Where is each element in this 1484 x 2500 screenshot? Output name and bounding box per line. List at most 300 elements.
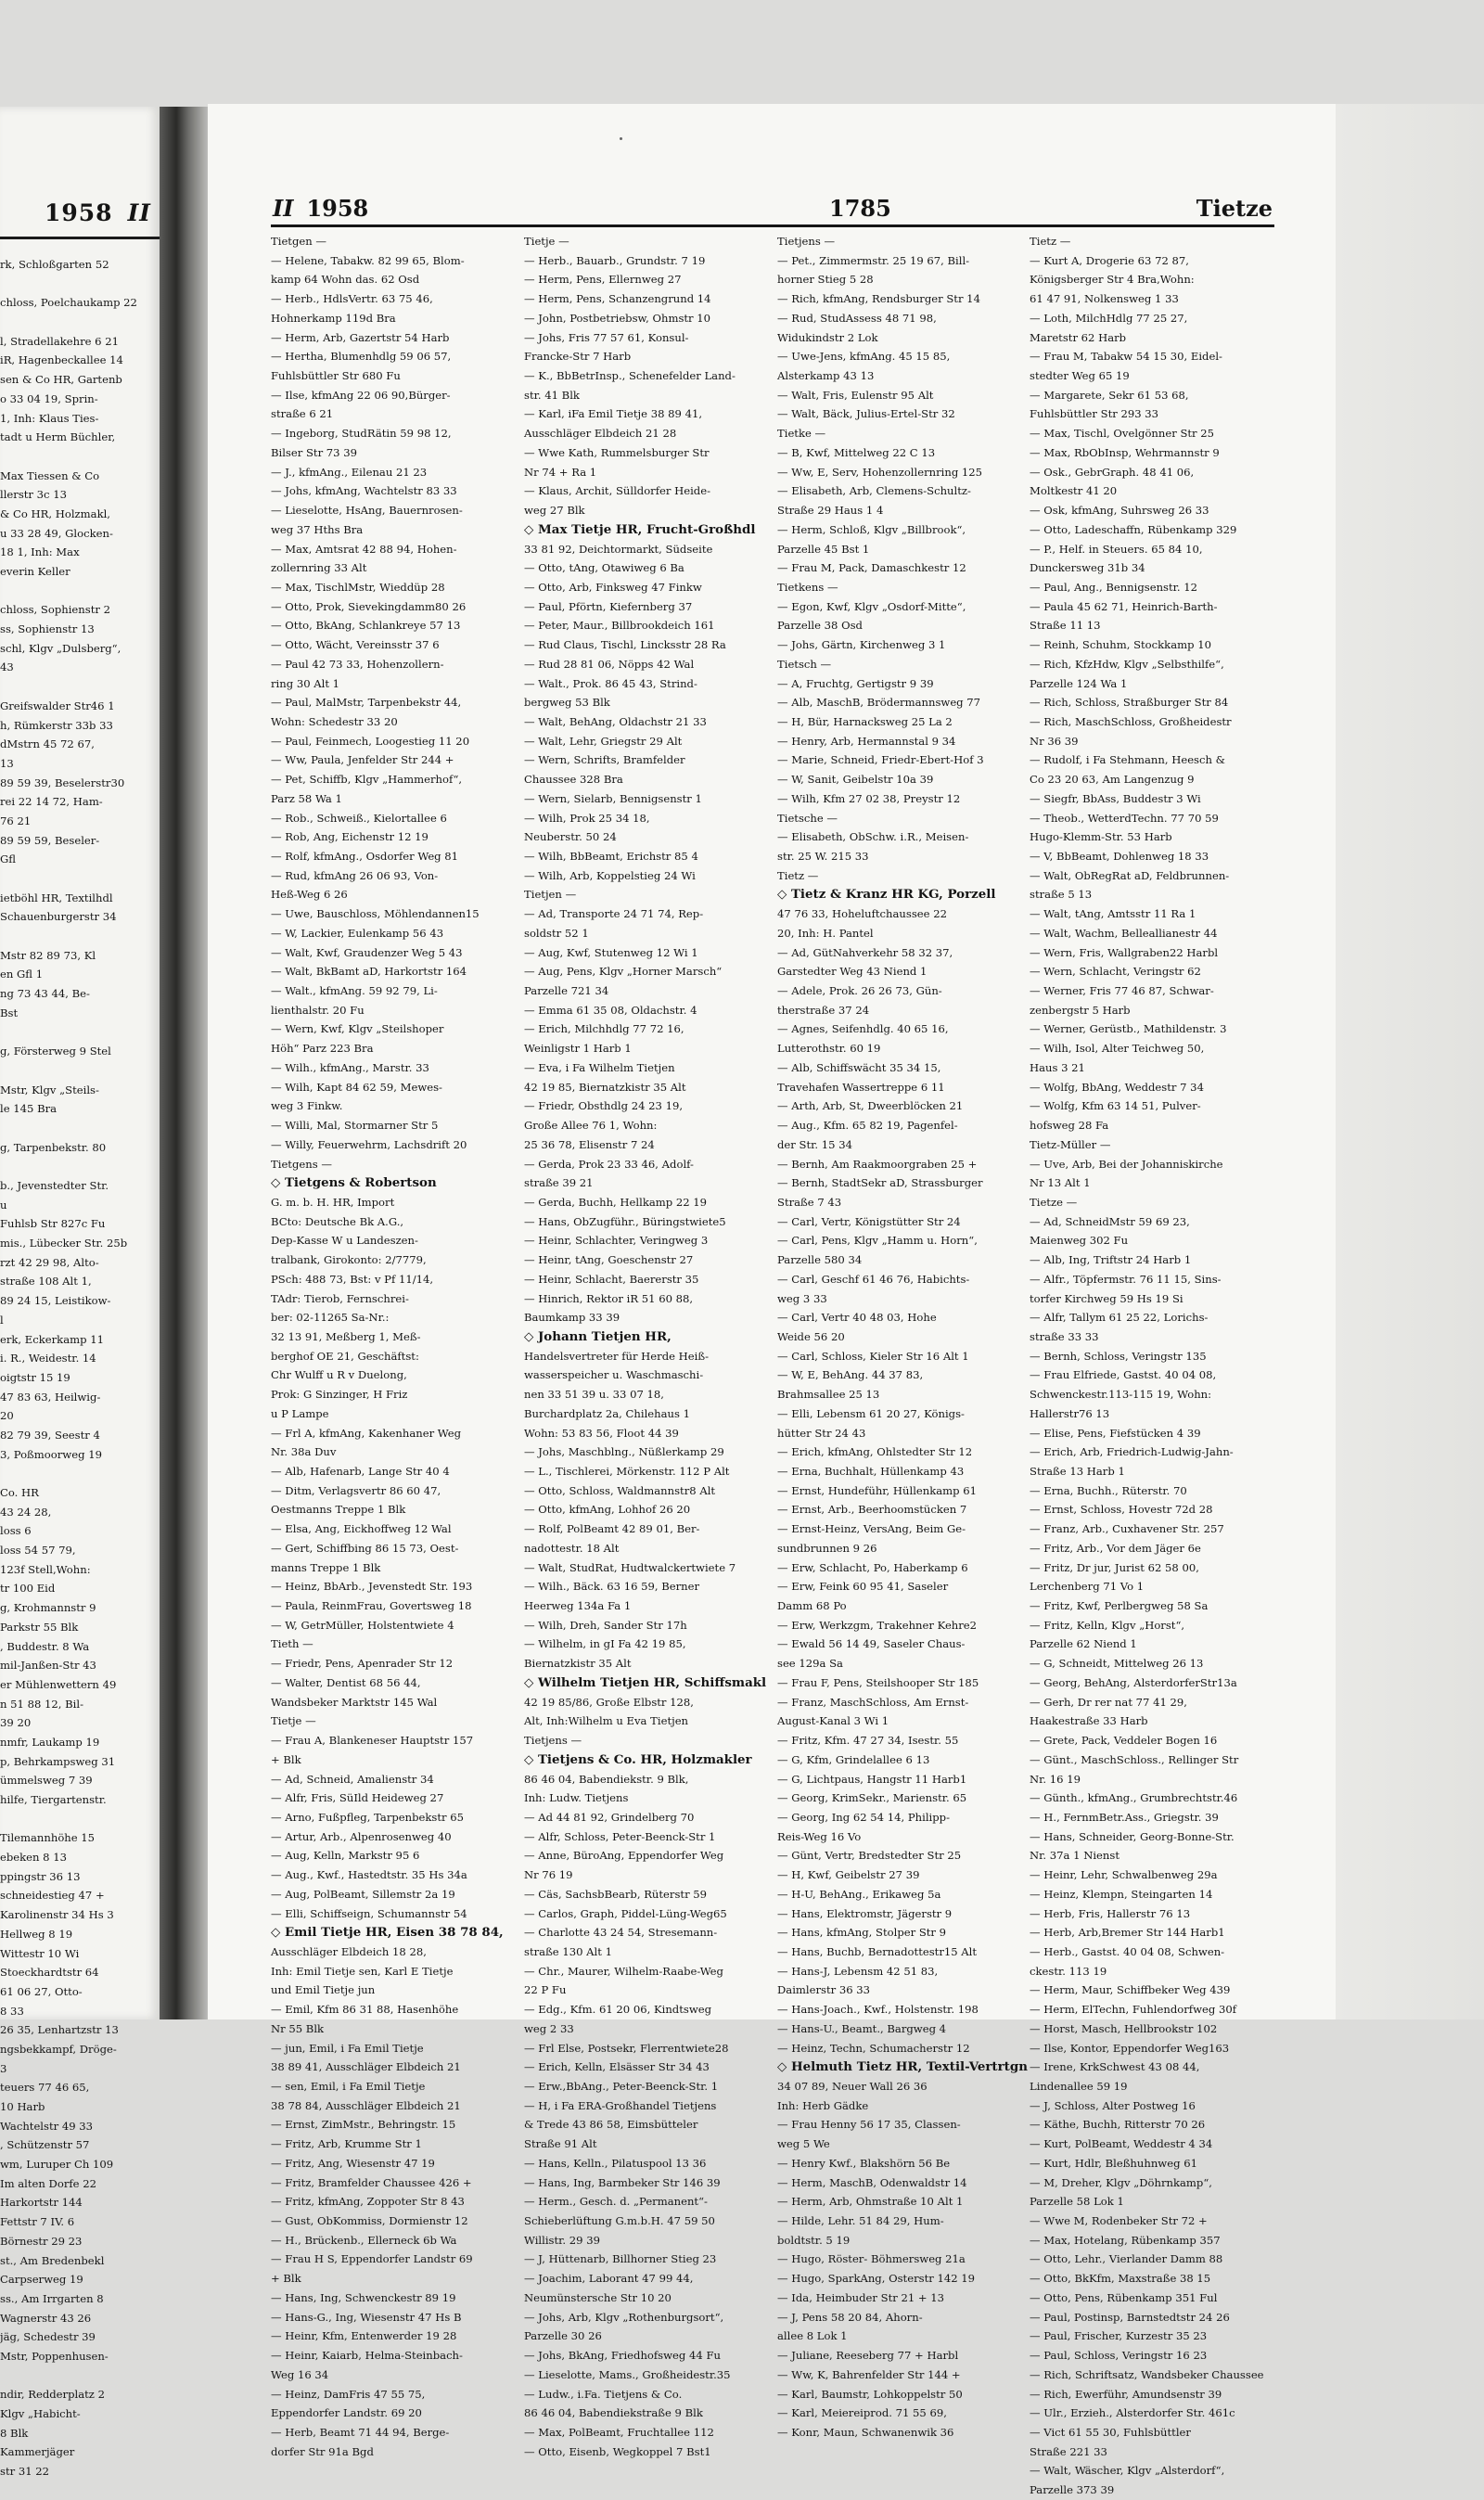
directory-entry-line: — Willy, Feuerwehrm, Lachsdrift 20 xyxy=(271,1137,467,1151)
directory-entry-line: ckestr. 113 19 xyxy=(1030,1964,1107,1978)
directory-entry-line: — Rich, KfzHdw, Klgv „Selbsthilfe“, xyxy=(1030,657,1224,671)
directory-entry-line: — Otto, Ladeschaffn, Rübenkamp 329 xyxy=(1030,522,1237,536)
directory-entry-line: — Johs, kfmAng, Wachtelstr 83 33 xyxy=(271,484,457,498)
left-page-line: Greifswalder Str46 1 xyxy=(0,699,115,712)
left-page-line: ppingstr 36 13 xyxy=(0,1869,81,1883)
directory-entry-line: Hohnerkamp 119d Bra xyxy=(271,311,396,325)
directory-entry-line: weg 27 Blk xyxy=(524,504,585,518)
left-page-line: dMstrn 45 72 67, xyxy=(0,737,95,751)
left-page-line: ndir, Redderplatz 2 xyxy=(0,2388,105,2402)
directory-entry-line: Tietje — xyxy=(271,1714,316,1728)
directory-entry-line: Tietgens — xyxy=(271,1157,332,1171)
left-page-line: st., Am Bredenbekl xyxy=(0,2253,105,2267)
header-rule xyxy=(271,224,1274,227)
directory-entry-line: — Margarete, Sekr 61 53 68, xyxy=(1030,388,1189,402)
directory-entry-line: 42 19 85, Biernatzkistr 35 Alt xyxy=(524,1080,686,1094)
directory-entry-line: str. 41 Blk xyxy=(524,388,580,402)
directory-entry-line: — Emma 61 35 08, Oldachstr. 4 xyxy=(524,1003,697,1017)
left-page-line: Schauenburgerstr 34 xyxy=(0,910,117,924)
left-page-roman: II xyxy=(127,199,151,226)
directory-entry-line: — Fritz, Kfm. 47 27 34, Isestr. 55 xyxy=(777,1734,959,1748)
directory-entry-line: — Wwe M, Rodenbeker Str 72 + xyxy=(1030,2214,1208,2228)
directory-entry-line: Tietz-Müller — xyxy=(1030,1137,1111,1151)
directory-entry-line: soldstr 52 1 xyxy=(524,926,589,940)
directory-entry-line: — B, Kwf, Mittelweg 22 C 13 xyxy=(777,445,936,459)
left-page-line: 61 06 27, Otto- xyxy=(0,1984,83,1998)
directory-entry-line: Reis-Weg 16 Vo xyxy=(777,1829,862,1843)
directory-entry-line: Wohn: 53 83 56, Floot 44 39 xyxy=(524,1426,679,1440)
directory-entry-line: — Ingeborg, StudRätin 59 98 12, xyxy=(271,427,452,441)
directory-entry-line: — Irene, KrkSchwest 43 08 44, xyxy=(1030,2060,1200,2074)
left-page-line: o 33 04 19, Sprin- xyxy=(0,391,98,405)
directory-entry-line: straße 6 21 xyxy=(271,407,334,421)
directory-entry-line: — Walt., kfmAng. 59 92 79, Li- xyxy=(271,984,438,998)
directory-entry-line: — Erw, Werkzgm, Trakehner Kehre2 xyxy=(777,1618,978,1632)
directory-entry-line: Königsberger Str 4 Bra,Wohn: xyxy=(1030,273,1195,287)
directory-entry-line: — Heinr, tAng, Goeschenstr 27 xyxy=(524,1253,694,1267)
directory-entry-line: — Edg., Kfm. 61 20 06, Kindtsweg xyxy=(524,2003,712,2017)
directory-entry-line: — Paul, Schloss, Veringstr 16 23 xyxy=(1030,2349,1208,2363)
left-page-line: ümmelsweg 7 39 xyxy=(0,1774,93,1788)
left-page-line: 76 21 xyxy=(0,814,32,827)
directory-entry-line: — Herm, Arb, Gazertstr 54 Harb xyxy=(271,330,450,344)
directory-entry-line: 25 36 78, Elisenstr 7 24 xyxy=(524,1137,655,1151)
left-page-header xyxy=(45,199,151,233)
directory-entry-line: — Chr., Maurer, Wilhelm-Raabe-Weg xyxy=(524,1964,723,1978)
directory-entry-line: — Rolf, PolBeamt 42 89 01, Ber- xyxy=(524,1522,700,1536)
left-page-line: Harkortstr 144 xyxy=(0,2196,83,2210)
directory-entry-line: — Max, Tischl, Ovelgönner Str 25 xyxy=(1030,427,1215,441)
scan-margin xyxy=(1336,104,1484,2019)
left-page-line: Wittestr 10 Wi xyxy=(0,1946,80,1960)
left-page-line: tr 100 Eid xyxy=(0,1582,56,1596)
directory-entry-line: — Aug, Kelln, Markstr 95 6 xyxy=(271,1849,420,1863)
directory-entry-line: weg 37 Hths Bra xyxy=(271,522,364,536)
left-page-line: jäg, Schedestr 39 xyxy=(0,2330,96,2344)
directory-entry-line: — Käthe, Buchh, Ritterstr 70 26 xyxy=(1030,2118,1206,2132)
directory-entry-line: — jun, Emil, i Fa Emil Tietje xyxy=(271,2041,424,2055)
directory-entry-line: — Erich, Arb, Friedrich-Ludwig-Jahn- xyxy=(1030,1445,1234,1459)
directory-entry-line: — Walt, StudRat, Hudtwalckertwiete 7 xyxy=(524,1560,736,1574)
directory-entry-line: Weinligstr 1 Harb 1 xyxy=(524,1042,632,1056)
directory-entry-line: — Paul, MalMstr, Tarpenbekstr 44, xyxy=(271,696,462,710)
left-page-line: nmfr, Laukamp 19 xyxy=(0,1735,100,1749)
directory-entry-line: — Walt, Wäscher, Klgv „Alsterdorf“, xyxy=(1030,2464,1225,2478)
directory-entry-line: ◇ Tietz & Kranz HR KG, Porzell xyxy=(777,887,996,903)
directory-entry-line: — G, Schneidt, Mittelweg 26 13 xyxy=(1030,1657,1204,1671)
directory-entry-line: Moltkestr 41 20 xyxy=(1030,484,1118,498)
directory-entry-line: — Henry, Arb, Hermannstal 9 34 xyxy=(777,734,956,748)
directory-entry-line: — Max, Hotelang, Rübenkamp 357 xyxy=(1030,2233,1221,2247)
left-page-line: 10 Harb xyxy=(0,2100,45,2113)
left-page-line: 8 33 xyxy=(0,2004,24,2018)
directory-entry-line: — Bernh, Schloss, Veringstr 135 xyxy=(1030,1349,1207,1363)
left-page-line: Tilemannhöhe 15 xyxy=(0,1831,96,1845)
directory-entry-line: — Fritz, kfmAng, Zoppoter Str 8 43 xyxy=(271,2195,465,2209)
directory-entry-line: — V, BbBeamt, Dohlenweg 18 33 xyxy=(1030,850,1209,863)
left-page-line: er Mühlenwettern 49 xyxy=(0,1677,117,1691)
directory-entry-line: — Hans-U., Beamt., Bargweg 4 xyxy=(777,2021,947,2035)
directory-entry-line: — Walt, Lehr, Griegstr 29 Alt xyxy=(524,734,683,748)
directory-entry-line: — Georg, Ing 62 54 14, Philipp- xyxy=(777,1810,951,1824)
directory-entry-line: — Lieselotte, Mams., Großheidestr.35 xyxy=(524,2367,731,2381)
directory-entry-line: — Johs, Gärtn, Kirchenweg 3 1 xyxy=(777,638,946,652)
directory-entry-line: — Ernst, Arb., Beerhoomstücken 7 xyxy=(777,1503,967,1517)
left-page-line: en Gfl 1 xyxy=(0,968,44,981)
left-page-line: 89 24 15, Leistikow- xyxy=(0,1294,111,1308)
directory-entry-line: Neumünstersche Str 10 20 xyxy=(524,2290,672,2304)
directory-entry-line: — Carl, Pens, Klgv „Hamm u. Horn“, xyxy=(777,1234,978,1248)
directory-entry-line: Garstedter Weg 43 Niend 1 xyxy=(777,965,928,979)
directory-entry-line: hütter Str 24 43 xyxy=(777,1426,866,1440)
directory-entry-line: Weide 56 20 xyxy=(777,1329,845,1343)
left-page-line: 39 20 xyxy=(0,1716,32,1730)
directory-entry-line: — Walt, tAng, Amtsstr 11 Ra 1 xyxy=(1030,907,1196,921)
directory-entry-line: — Hans-G., Ing, Wiesenstr 47 Hs B xyxy=(271,2310,462,2324)
directory-entry-line: — Helene, Tabakw. 82 99 65, Blom- xyxy=(271,253,465,267)
directory-entry-line: — Vict 61 55 30, Fuhlsbüttler xyxy=(1030,2425,1191,2439)
directory-entry-line: — Walt, Kwf, Graudenzer Weg 5 43 xyxy=(271,945,463,959)
directory-entry-line: — Alb, Schiffswächt 35 34 15, xyxy=(777,1060,941,1074)
directory-entry-line: Chaussee 328 Bra xyxy=(524,773,623,787)
directory-entry-line: — A, Fruchtg, Gertigstr 9 39 xyxy=(777,676,934,690)
scan-speck xyxy=(620,137,622,140)
left-page-line: le 145 Bra xyxy=(0,1102,58,1116)
directory-entry-line: sundbrunnen 9 26 xyxy=(777,1541,877,1555)
directory-entry-line: Höh“ Parz 223 Bra xyxy=(271,1042,374,1056)
directory-entry-line: Parzelle 62 Niend 1 xyxy=(1030,1637,1137,1651)
directory-entry-line: Nr. 16 19 xyxy=(1030,1772,1081,1786)
directory-entry-line: Straße 7 43 xyxy=(777,1195,842,1209)
left-page-line: erk, Eckerkamp 11 xyxy=(0,1332,104,1346)
column-2 xyxy=(524,232,767,2461)
directory-entry-line: — Frau Henny 56 17 35, Classen- xyxy=(777,2118,961,2132)
directory-entry-line: — Wilh., kfmAng., Marstr. 33 xyxy=(271,1060,429,1074)
directory-entry-line: — Rich, Ewerführ, Amundsenstr 39 xyxy=(1030,2387,1222,2401)
directory-entry-line: — P., Helf. in Steuers. 65 84 10, xyxy=(1030,542,1203,556)
directory-entry-line: — Georg, BehAng, AlsterdorferStr13a xyxy=(1030,1675,1237,1689)
directory-entry-line: — Aug, Pens, Klgv „Horner Marsch“ xyxy=(524,965,723,979)
left-page-line: b., Jevenstedter Str. xyxy=(0,1179,109,1192)
left-page-line: Wagnerstr 43 26 xyxy=(0,2311,92,2325)
directory-entry-line: Ausschläger Elbdeich 21 28 xyxy=(524,427,677,441)
directory-entry-line: — Hans-Joach., Kwf., Holstenstr. 198 xyxy=(777,2003,979,2017)
directory-entry-line: Parzelle 38 Osd xyxy=(777,619,863,633)
directory-entry-line: — J, Schloss, Alter Postweg 16 xyxy=(1030,2098,1196,2112)
directory-entry-line: — Wolfg, Kfm 63 14 51, Pulver- xyxy=(1030,1099,1201,1113)
directory-entry-line: — Alfr, Tallym 61 25 22, Lorichs- xyxy=(1030,1311,1209,1325)
directory-entry-line: — Erich, Kelln, Elsässer Str 34 43 xyxy=(524,2060,710,2074)
directory-entry-line: — Elli, Lebensm 61 20 27, Königs- xyxy=(777,1406,965,1420)
directory-entry-line: — Emil, Kfm 86 31 88, Hasenhöhe xyxy=(271,2003,459,2017)
directory-entry-line: Schieberlüftung G.m.b.H. 47 59 50 xyxy=(524,2214,715,2228)
directory-entry-line: — John, Postbetriebsw, Ohmstr 10 xyxy=(524,311,711,325)
directory-entry-line: — Paula, ReinmFrau, Govertsweg 18 xyxy=(271,1599,472,1613)
directory-entry-line: — Gerda, Prok 23 33 46, Adolf- xyxy=(524,1157,694,1171)
directory-entry-line: — Rich, Schloss, Straßburger Str 84 xyxy=(1030,696,1229,710)
directory-entry-line: Parzelle 373 39 xyxy=(1030,2483,1115,2497)
left-page-line: mil-Janßen-Str 43 xyxy=(0,1659,96,1673)
left-page-line: chloss, Poelchaukamp 22 xyxy=(0,296,137,310)
directory-entry-line: — Heinr, Schlachter, Veringweg 3 xyxy=(524,1234,709,1248)
directory-entry-line: — Carl, Geschf 61 46 76, Habichts- xyxy=(777,1272,970,1286)
directory-entry-line: boldtstr. 5 19 xyxy=(777,2233,851,2247)
directory-entry-line: — Ida, Heimbuder Str 21 + 13 xyxy=(777,2290,945,2304)
directory-entry-line: — Frau A, Blankeneser Hauptstr 157 xyxy=(271,1734,474,1748)
directory-entry-line: Widukindstr 2 Lok xyxy=(777,330,878,344)
directory-entry-line: G. m. b. H. HR, Import xyxy=(271,1195,395,1209)
left-page-line: , Schützenstr 57 xyxy=(0,2138,90,2152)
directory-entry-line: Nr 55 Blk xyxy=(271,2021,325,2035)
directory-entry-line: — Fritz, Ang, Wiesenstr 47 19 xyxy=(271,2156,435,2170)
directory-entry-line: ◇ Tietgens & Robertson xyxy=(271,1175,437,1191)
directory-entry-line: Bilser Str 73 39 xyxy=(271,445,357,459)
header-roman: II xyxy=(273,195,294,222)
directory-entry-line: zenbergstr 5 Harb xyxy=(1030,1003,1131,1017)
left-header-rule xyxy=(0,237,160,239)
directory-entry-line: u P Lampe xyxy=(271,1406,329,1420)
directory-entry-line: — Fritz, Bramfelder Chaussee 426 + xyxy=(271,2175,472,2189)
directory-entry-line: — Herm, Schloß, Klgv „Billbrook“, xyxy=(777,522,966,536)
directory-entry-line: weg 2 33 xyxy=(524,2021,574,2035)
header-left xyxy=(273,195,368,222)
directory-entry-line: 20, Inh: H. Pantel xyxy=(777,926,874,940)
directory-entry-line: ◇ Helmuth Tietz HR, Textil-Vertrtgn xyxy=(777,2059,1028,2075)
directory-entry-line: weg 3 Finkw. xyxy=(271,1099,343,1113)
left-page-line: rk, Schloßgarten 52 xyxy=(0,258,109,271)
directory-page xyxy=(208,104,1336,2497)
directory-entry-line: und Emil Tietje jun xyxy=(271,1983,376,1997)
directory-entry-line: Damm 68 Po xyxy=(777,1599,847,1613)
left-page-line: Carpserweg 19 xyxy=(0,2273,83,2287)
directory-entry-line: Baumkamp 33 39 xyxy=(524,1311,620,1325)
directory-entry-line: — Osk, kfmAng, Suhrsweg 26 33 xyxy=(1030,504,1209,518)
directory-entry-line: — Alfr, Schloss, Peter-Beenck-Str 1 xyxy=(524,1829,716,1843)
directory-entry-line: — Pet., Zimmermstr. 25 19 67, Bill- xyxy=(777,253,970,267)
directory-entry-line: — Wilh., Bäck. 63 16 59, Berner xyxy=(524,1580,700,1594)
directory-entry-line: — Wilh, BbBeamt, Erichstr 85 4 xyxy=(524,850,698,863)
left-page-line: Mstr 82 89 73, Kl xyxy=(0,948,96,962)
directory-entry-line: — Ernst, ZimMstr., Behringstr. 15 xyxy=(271,2118,456,2132)
directory-entry-line: — Heinr, Kaiarb, Helma-Steinbach- xyxy=(271,2349,463,2363)
directory-entry-line: + Blk xyxy=(271,1752,301,1766)
directory-entry-line: — Franz, Arb., Cuxhavener Str. 257 xyxy=(1030,1522,1224,1536)
directory-entry-line: Fuhlsbüttler Str 680 Fu xyxy=(271,369,401,383)
directory-entry-line: — sen, Emil, i Fa Emil Tietje xyxy=(271,2080,426,2093)
left-page-line: g, Försterweg 9 Stel xyxy=(0,1045,111,1058)
directory-entry-line: — Paul, Frischer, Kurzestr 35 23 xyxy=(1030,2329,1208,2343)
directory-entry-line: — Horst, Masch, Hellbrookstr 102 xyxy=(1030,2021,1218,2035)
directory-entry-line: nadottestr. 18 Alt xyxy=(524,1541,620,1555)
left-page-line: iR, Hagenbeckallee 14 xyxy=(0,353,123,367)
directory-entry-line: — Herm, ElTechn, Fuhlendorfweg 30f xyxy=(1030,2003,1237,2017)
directory-entry-line: Straße 91 Alt xyxy=(524,2137,597,2151)
directory-entry-line: — Otto, Eisenb, Wegkoppel 7 Bst1 xyxy=(524,2444,711,2458)
column-1 xyxy=(271,232,514,2461)
directory-entry-line: Tietz — xyxy=(777,868,819,882)
left-page-line: Parkstr 55 Blk xyxy=(0,1620,79,1634)
directory-entry-line: — Hans, ObZugführ., Büringstwiete5 xyxy=(524,1214,726,1228)
directory-entry-line: — Hilde, Lehr. 51 84 29, Hum- xyxy=(777,2214,944,2228)
left-page-line: 89 59 59, Beseler- xyxy=(0,833,100,847)
left-page-line: Hellweg 8 19 xyxy=(0,1927,73,1941)
directory-entry-line: — Walt, BehAng, Oldachstr 21 33 xyxy=(524,714,707,728)
directory-entry-line: — Kurt, PolBeamt, Weddestr 4 34 xyxy=(1030,2137,1213,2151)
directory-entry-line: — Ww, Paula, Jenfelder Str 244 + xyxy=(271,753,454,767)
directory-entry-line: — Otto, Pens, Rübenkamp 351 Ful xyxy=(1030,2290,1218,2304)
left-page-line: loss 54 57 79, xyxy=(0,1544,76,1558)
directory-entry-line: — Hans, kfmAng, Stolper Str 9 xyxy=(777,1926,947,1940)
directory-entry-line: — H-U, BehAng., Erikaweg 5a xyxy=(777,1887,941,1901)
left-page-line: 1, Inh: Klaus Ties- xyxy=(0,411,99,425)
directory-entry-line: Tietjen — xyxy=(524,888,577,902)
directory-entry-line: — Egon, Kwf, Klgv „Osdorf-Mitte“, xyxy=(777,599,966,613)
directory-entry-line: — Peter, Maur., Billbrookdeich 161 xyxy=(524,619,715,633)
directory-entry-line: Biernatzkistr 35 Alt xyxy=(524,1657,632,1671)
directory-entry-line: 38 89 41, Ausschläger Elbdeich 21 xyxy=(271,2060,461,2074)
directory-entry-line: Tietgen — xyxy=(271,235,326,248)
directory-entry-line: — Wern, Fris, Wallgraben22 Harbl xyxy=(1030,945,1219,959)
directory-entry-line: — Herb, Fris, Hallerstr 76 13 xyxy=(1030,1906,1191,1920)
page-header xyxy=(273,189,1317,226)
directory-entry-line: ◇ Johann Tietjen HR, xyxy=(524,1328,672,1344)
directory-entry-line: Daimlerstr 36 33 xyxy=(777,1983,871,1997)
directory-entry-line: — Loth, MilchHdlg 77 25 27, xyxy=(1030,311,1188,325)
left-page-line: schneidestieg 47 + xyxy=(0,1889,105,1903)
directory-entry-line: Tietz — xyxy=(1030,235,1071,248)
directory-entry-line: — Pet, Schiffb, Klgv „Hammerhof“, xyxy=(271,773,463,787)
directory-entry-line: — Ww, E, Serv, Hohenzollernring 125 xyxy=(777,465,983,479)
left-page-line: 26 35, Lenhartzstr 13 xyxy=(0,2023,119,2037)
left-page-line: Stoeckhardtstr 64 xyxy=(0,1966,99,1980)
directory-entry-line: — Hans, Ing, Schwenckestr 89 19 xyxy=(271,2290,456,2304)
left-page-line: 3, Poßmoorweg 19 xyxy=(0,1447,102,1461)
directory-entry-line: — Erna, Buchhalt, Hüllenkamp 43 xyxy=(777,1465,965,1478)
book-gutter xyxy=(160,107,208,2019)
directory-entry-line: — Alb, Hafenarb, Lange Str 40 4 xyxy=(271,1465,450,1478)
left-page-line: oigtstr 15 19 xyxy=(0,1370,70,1384)
directory-entry-line: — Lieselotte, HsAng, Bauernrosen- xyxy=(271,504,463,518)
page-number: 1785 xyxy=(829,195,891,222)
directory-entry-line: Parzelle 721 34 xyxy=(524,984,609,998)
directory-entry-line: tralbank, Girokonto: 2/7779, xyxy=(271,1253,427,1267)
directory-entry-line: Parzelle 580 34 xyxy=(777,1253,863,1267)
directory-entry-line: — Ilse, Kontor, Eppendorfer Weg163 xyxy=(1030,2041,1230,2055)
directory-entry-line: — Paul, Pförtn, Kiefernberg 37 xyxy=(524,599,693,613)
directory-entry-line: — Frl Else, Postsekr, Flerrentwiete28 xyxy=(524,2041,729,2055)
directory-entry-line: — Walt, ObRegRat aD, Feldbrunnen- xyxy=(1030,868,1230,882)
left-page-line: 20 xyxy=(0,1409,14,1423)
directory-entry-line: 86 46 04, Babendiekstr. 9 Blk, xyxy=(524,1772,689,1786)
directory-entry-line: stedter Weg 65 19 xyxy=(1030,369,1130,383)
directory-entry-line: — Hans, Ing, Barmbeker Str 146 39 xyxy=(524,2175,721,2189)
directory-entry-line: 38 78 84, Ausschläger Elbdeich 21 xyxy=(271,2098,461,2112)
directory-entry-line: — H., FernmBetr.Ass., Griegstr. 39 xyxy=(1030,1810,1219,1824)
directory-entry-line: — Kurt, Hdlr, Bleßhuhnweg 61 xyxy=(1030,2156,1197,2170)
directory-entry-line: Oestmanns Treppe 1 Blk xyxy=(271,1503,406,1517)
left-page-line: ng 73 43 44, Be- xyxy=(0,987,90,1001)
left-page-line: ss, Sophienstr 13 xyxy=(0,622,95,636)
directory-entry-line: — Herb., Gastst. 40 04 08, Schwen- xyxy=(1030,1944,1225,1958)
directory-entry-line: Fuhlsbüttler Str 293 33 xyxy=(1030,407,1159,421)
directory-entry-line: — Otto, Arb, Finksweg 47 Finkw xyxy=(524,580,702,594)
directory-entry-line: — Ernst-Heinz, VersAng, Beim Ge- xyxy=(777,1522,966,1536)
left-page-line: schl, Klgv „Dulsberg“, xyxy=(0,641,122,655)
directory-entry-line: — Hertha, Blumenhdlg 59 06 57, xyxy=(271,350,452,364)
directory-entry-line: — Rud, kfmAng 26 06 93, Von- xyxy=(271,868,439,882)
directory-entry-line: — J., kfmAng., Eilenau 21 23 xyxy=(271,465,428,479)
left-page-line: Karolinenstr 34 Hs 3 xyxy=(0,1908,114,1922)
directory-entry-line: — Grete, Pack, Veddeler Bogen 16 xyxy=(1030,1734,1218,1748)
directory-entry-line: Eppendorfer Landstr. 69 20 xyxy=(271,2406,422,2420)
directory-entry-line: — Johs, Fris 77 57 61, Konsul- xyxy=(524,330,689,344)
directory-entry-line: Parz 58 Wa 1 xyxy=(271,791,342,805)
directory-entry-line: 61 47 91, Nolkensweg 1 33 xyxy=(1030,292,1179,306)
directory-entry-line: — Alb, Ing, Triftstr 24 Harb 1 xyxy=(1030,1253,1192,1267)
directory-entry-line: — Frau F, Pens, Steilshooper Str 185 xyxy=(777,1675,979,1689)
directory-entry-line: — Ditm, Verlagsvertr 86 60 47, xyxy=(271,1483,441,1497)
left-page-line: straße 108 Alt 1, xyxy=(0,1275,92,1288)
directory-entry-line: Nr 13 Alt 1 xyxy=(1030,1176,1091,1190)
directory-entry-line: — Wern, Schlacht, Veringstr 62 xyxy=(1030,965,1201,979)
directory-entry-line: — Erich, kfmAng, Ohlstedter Str 12 xyxy=(777,1445,973,1459)
directory-entry-line: — Fritz, Arb., Vor dem Jäger 6e xyxy=(1030,1541,1201,1555)
directory-entry-line: — Aug., Kfm. 65 82 19, Pagenfel- xyxy=(777,1119,958,1133)
directory-entry-line: Lutterothstr. 60 19 xyxy=(777,1042,881,1056)
left-page-line: ngsbekkampf, Dröge- xyxy=(0,2042,117,2056)
directory-entry-line: — L., Tischlerei, Mörkenstr. 112 P Alt xyxy=(524,1465,730,1478)
directory-entry-line: — Herb., Bauarb., Grundstr. 7 19 xyxy=(524,253,706,267)
left-page-line: 18 1, Inh: Max xyxy=(0,545,80,559)
directory-entry-line: Haus 3 21 xyxy=(1030,1060,1085,1074)
directory-entry-line: — Gerda, Buchh, Hellkamp 22 19 xyxy=(524,1195,708,1209)
left-page-line: 13 xyxy=(0,756,14,770)
directory-entry-line: Tietke — xyxy=(777,427,826,441)
directory-entry-line: — Aug, PolBeamt, Sillemstr 2a 19 xyxy=(271,1887,455,1901)
directory-entry-line: weg 3 33 xyxy=(777,1291,827,1305)
directory-entry-line: — Walt, Wachm, Belleallianestr 44 xyxy=(1030,926,1218,940)
directory-entry-line: — Johs, BkAng, Friedhofsweg 44 Fu xyxy=(524,2349,721,2363)
directory-entry-line: Schwenckestr.113-115 19, Wohn: xyxy=(1030,1388,1212,1402)
directory-entry-line: — Paul, Ang., Bennigsenstr. 12 xyxy=(1030,580,1198,594)
directory-entry-line: — Johs, Maschblng., Nüßlerkamp 29 xyxy=(524,1445,724,1459)
directory-entry-line: — Ad, Transporte 24 71 74, Rep- xyxy=(524,907,704,921)
directory-entry-line: — Elise, Pens, Fiefstücken 4 39 xyxy=(1030,1426,1201,1440)
left-page-line: 43 24 28, xyxy=(0,1505,52,1519)
directory-entry-line: — Heinr, Lehr, Schwalbenweg 29a xyxy=(1030,1868,1218,1882)
directory-entry-line: zollernring 33 Alt xyxy=(271,561,367,575)
directory-entry-line: — Hans-J, Lebensm 42 51 83, xyxy=(777,1964,939,1978)
directory-entry-line: — Ad, SchneidMstr 59 69 23, xyxy=(1030,1214,1190,1228)
left-page-line: str 31 22 xyxy=(0,2465,50,2479)
directory-entry-line: — Walt., Prok. 86 45 43, Strind- xyxy=(524,676,697,690)
directory-entry-line: — Uve, Arb, Bei der Johanniskirche xyxy=(1030,1157,1223,1171)
directory-entry-line: — Elsa, Ang, Eickhoffweg 12 Wal xyxy=(271,1522,452,1536)
directory-entry-line: — K., BbBetrInsp., Schenefelder Land- xyxy=(524,369,736,383)
directory-entry-line: Inh: Emil Tietje sen, Karl E Tietje xyxy=(271,1964,454,1978)
left-page-line: 89 59 39, Beselerstr30 xyxy=(0,776,125,789)
directory-entry-line: Tietze — xyxy=(1030,1195,1078,1209)
left-page-line: 43 xyxy=(0,660,14,674)
directory-entry-line: Parzelle 58 Lok 1 xyxy=(1030,2195,1124,2209)
directory-entry-line: — Ww, K, Bahrenfelder Str 144 + xyxy=(777,2367,961,2381)
left-page-line: l xyxy=(0,1313,4,1327)
directory-entry-line: — Wilh, Arb, Koppelstieg 24 Wi xyxy=(524,868,696,882)
directory-entry-line: ◇ Tietjens & Co. HR, Holzmakler xyxy=(524,1751,752,1767)
directory-entry-line: — Carlos, Graph, Piddel-Lüng-Weg65 xyxy=(524,1906,727,1920)
directory-entry-line: allee 8 Lok 1 xyxy=(777,2329,848,2343)
directory-entry-line: — Otto, Wächt, Vereinsstr 37 6 xyxy=(271,638,440,652)
